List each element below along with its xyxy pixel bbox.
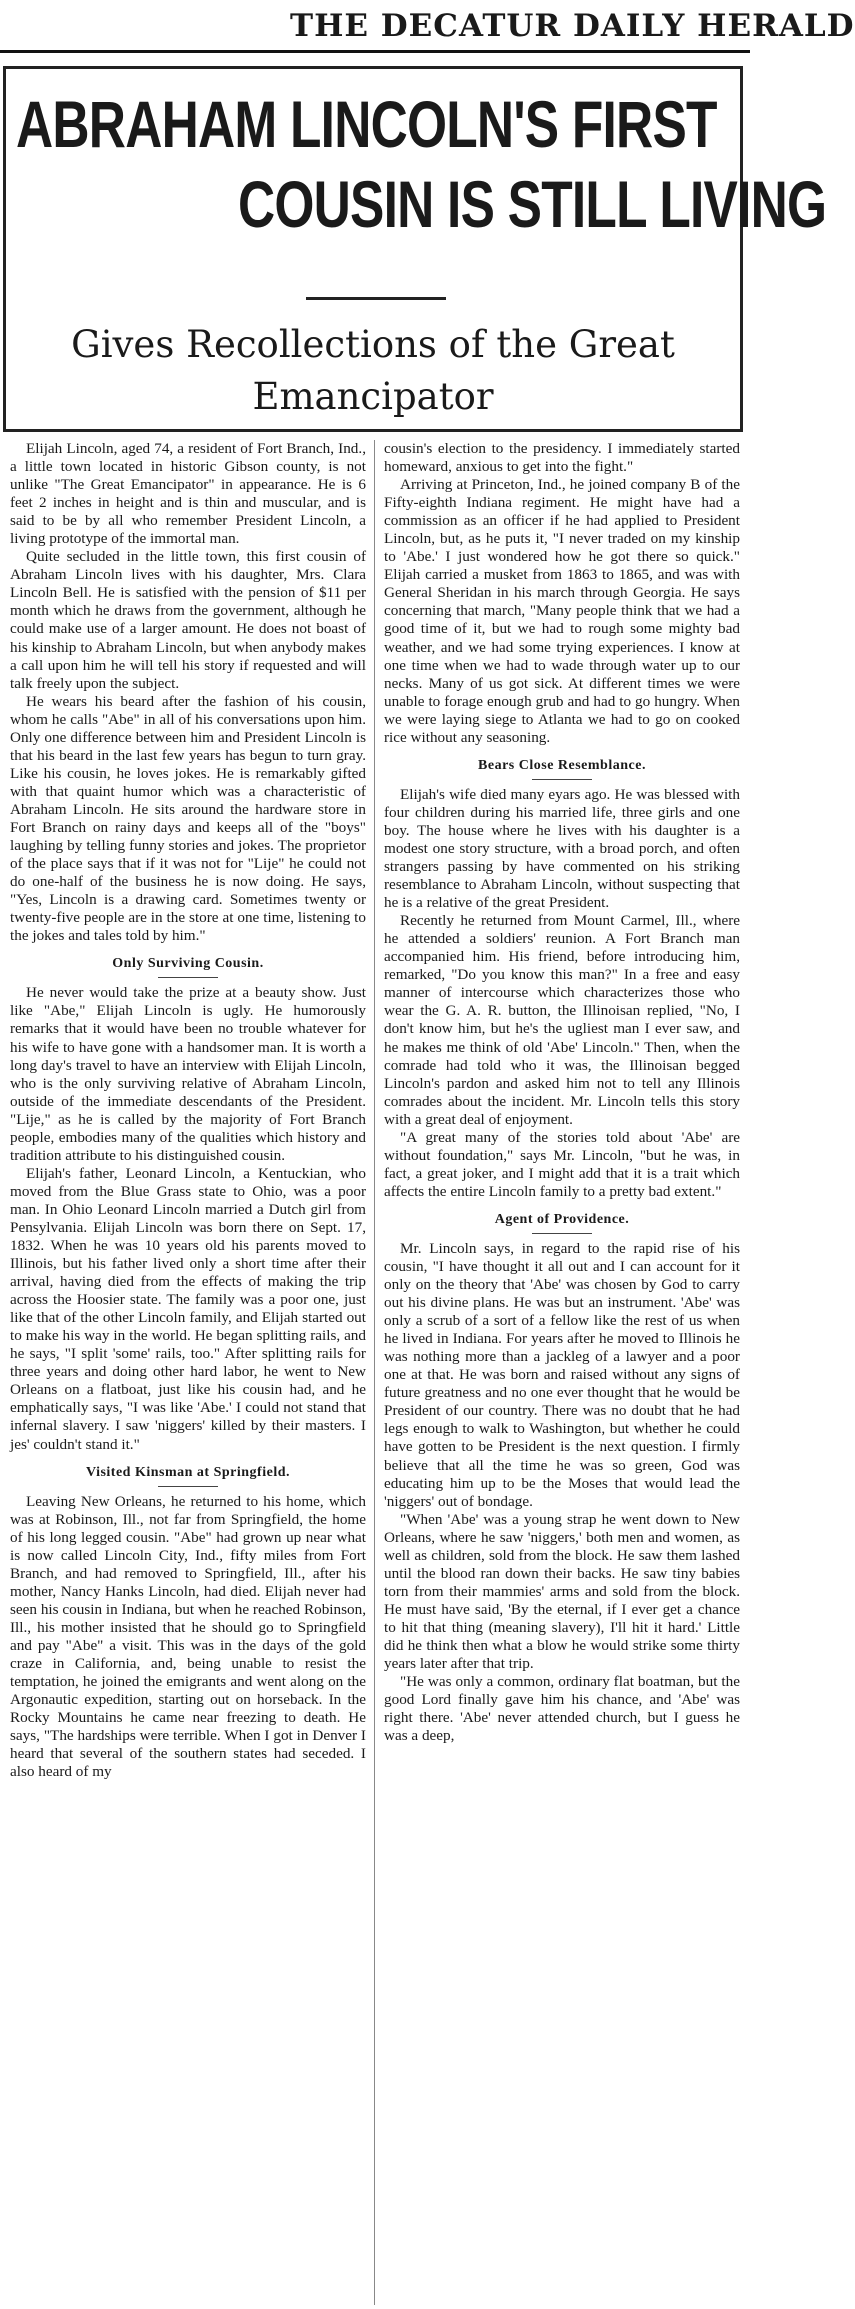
subheading: Visited Kinsman at Springfield.	[85, 1464, 290, 1480]
paragraph: Elijah's father, Leonard Lincoln, a Kentuckian, who moved from the Blue Grass state to Ohio, was a poor man. In Ohio Leonard Lincoln married a Dutch girl from Pensylvania. Elijah Lincoln was born there on Sept. 17, 1832. When he was 10 years old his parents moved to Illinois, but his father lived only a short time after their arrival, having died from the effects of making the trip across the Hoosier state. The family was a poor one, just like that of the other Lincoln family, and Elijah started out to make his way in the world. He began splitting rails, and he says, "I split 'some' rails, too." After splitting rails for three years and doing other hard labor, he went to New Orleans on a flatboat, just like his cousin had, and he emphatically says, "I was like 'Abe.' I could not stand that infernal slavery. I saw 'niggers' killed by their masters. I jes' couldn't stand it."	[10, 1164, 366, 1453]
subheading-rule	[532, 779, 592, 780]
subheading: Bears Close Resemblance.	[478, 757, 646, 773]
headline-box	[3, 66, 827, 432]
paragraph: Leaving New Orleans, he returned to his home, which was at Robinson, Ill., not far from Springfield, the home of his long legged cousin. "Abe" had grown up near what is now called Lincoln City, Ind., fifty miles from Fort Branch, and had removed to Springfield, Ill., after his mother, Nancy Hanks Lincoln, had died. Elijah never had seen his cousin in Indiana, but when he reached Robinson, Ill., his mother insisted that he should go to Springfield and pay "Abe" a visit. This was in the days of the gold craze in California, and, being unable to resist the temptation, he joined the emigrants and went along on the Argonautic expedition, starting out on horseback. In the Rocky Mountains he came near freezing to death. He says, "The hardships were terrible. When I got in Denver I heard that several of the southern states had seceded. I also heard of my	[10, 1492, 366, 1781]
headline-line-1: ABRAHAM LINCOLN'S FIRST	[16, 87, 717, 161]
headline-deck: Gives Recollections of the Great Emancipator	[71, 323, 675, 418]
subheading-rule	[532, 1233, 592, 1234]
headline-line-2: COUSIN IS STILL LIVING	[238, 167, 827, 241]
paragraph: cousin's election to the presidency. I immediately started homeward, anxious to get into the fight."	[384, 440, 740, 476]
masthead: THE DECATUR DAILY HERALD	[290, 8, 855, 44]
headline-divider	[306, 297, 446, 300]
paragraph: Elijah's wife died many eyars ago. He was blessed with four children during his married life, three girls and one boy. The house where he lives with his daughter is a modest one story structure, with a broad porch, and often strangers passing by have commented on his striking resemblance to Abraham Lincoln, without suspecting that he is a relative of the great President.	[384, 785, 740, 912]
subheading-rule	[158, 1486, 218, 1487]
paragraph: "When 'Abe' was a young strap he went down to New Orleans, where he saw 'niggers,' both men and women, as well as children, sold from the block. He saw them lashed until the blood ran down their backs. He saw tiny babies torn from their mammies' arms and sold from the block. He must have said, 'By the eternal, if I ever get a chance to hit that thing (meaning slavery), I'll hit it hard.' Little did he think then what a blow he would strike some thirty years later after that trip.	[384, 1510, 740, 1673]
left-column	[10, 440, 366, 2305]
paragraph: Elijah Lincoln, aged 74, a resident of Fort Branch, Ind., a little town located in historic Gibson county, is not unlike "The Great Emancipator" in appearance. He is 6 feet 2 inches in height and is thin and muscular, and is said to be by all who remember President Lincoln, a living prototype of the immortal man.	[10, 440, 366, 548]
paragraph: "A great many of the stories told about 'Abe' are without foundation," says Mr. Lincoln, "but he was, in fact, a great joker, and I might add that it is a trait which affects the entire Lincoln family to a pretty bad extent."	[384, 1128, 740, 1200]
paragraph: He never would take the prize at a beauty show. Just like "Abe," Elijah Lincoln is ugly. He humorously remarks that it would have been no trouble whatever for his wife to have gone with a handsomer man. It is worth a long day's travel to have an interview with Elijah Lincoln, who is the only surviving relative of Abraham Lincoln, outside of the immediate descendants of the President. "Lije," as he is called by the majority of Fort Branch people, embodies many of the qualities which history and tradition attribute to his distinguished cousin.	[10, 984, 366, 1164]
paragraph: Arriving at Princeton, Ind., he joined company B of the Fifty-eighth Indiana regiment. He might have had a commission as an officer if he had applied to President Lincoln, but, as he puts it, "I never traded on my kinship to 'Abe.' I just wondered how he got there so quick." Elijah carried a musket from 1863 to 1865, and was with General Sheridan in his march through Georgia. He says concerning that march, "Many people think that we had a good time of it, but we had to rough some mighty bad weather, and we had some trying experiences. I know at one time when we had to wade through water up to our necks. Many of us got sick. At different times we were unable to forage enough grub and had to go hungry. When we were laying siege to Atlanta we had to go on cooked rice without any seasoning.	[384, 476, 740, 746]
paragraph: Quite secluded in the little town, this first cousin of Abraham Lincoln lives with his daughter, Mrs. Clara Lincoln Bell. He is satisfied with the pension of $11 per month which he draws from the government, although he could make use of a larger amount. He does not boast of his kinship to Abraham Lincoln, but when anybody makes a call upon him he will tell his story if requested and will talk freely upon the subject.	[10, 548, 366, 692]
paragraph: He wears his beard after the fashion of his cousin, whom he calls "Abe" in all of his conversations upon him. Only one difference between him and President Lincoln is that his beard in the last few years has begun to turn gray. Like his cousin, he loves jokes. He is remarkably gifted with that quaint humor which was a characteristic of Abraham Lincoln. He sits around the hardware store in Fort Branch on rainy days and keeps all of the "boys" laughing by telling funny stories and jokes. The proprietor of the place says that if it was not for "Lije" he could not do one-half of the business he is now doing. He says, "Yes, Lincoln is a drawing card. Sometimes twenty or twenty-five people are in the store at one time, listening to the jokes and tales told by him."	[10, 692, 366, 945]
paragraph: "He was only a common, ordinary flat boatman, but the good Lord finally gave him his chance, and 'Abe' was right there. 'Abe' never attended church, but I guess he was a deep,	[384, 1673, 740, 1745]
masthead-rule	[0, 50, 750, 53]
subheading-rule	[158, 977, 218, 978]
right-column	[384, 440, 740, 2305]
subheading: Only Surviving Cousin.	[112, 956, 264, 972]
paragraph: Recently he returned from Mount Carmel, Ill., where he attended a soldiers' reunion. A Fort Branch man accompanied him. His friend, before introducing him, remarked, "Do you know this man?" In a free and easy manner of intercourse which characterizes those who wear the G. A. R. button, the Illinoisan replied, "No, I don't know him, but he's the ugliest man I ever saw, and he makes me think of old 'Abe' Lincoln." Then, when the comrade had told who it was, the Illinoisan begged Lincoln's pardon and asked him not to tell any Illinois comrades about the incident. Mr. Lincoln tells this story with a great deal of enjoyment.	[384, 912, 740, 1128]
column-divider	[374, 440, 375, 2305]
paragraph: Mr. Lincoln says, in regard to the rapid rise of his cousin, "I have thought it all out and I can account for it only on the theory that 'Abe' was chosen by God to carry out his divine plans. He was but an instrument. 'Abe' was only a scrub of a sort of a fellow like the rest of us when he lived in Indiana. For years after he moved to Illinois he was nothing more than a jackleg of a lawyer and a poor one at that. He was born and raised without any signs of future greatness and no one ever thought that he would be President of our country. There was no doubt that he had legs enough to walk to Washington, but whether he could have gotten to be President is the next question. I firmly believe that all the time he was so green, God was educating him up to be the Moses that would lead the 'niggers' out of bondage.	[384, 1239, 740, 1510]
subheading: Agent of Providence.	[494, 1211, 630, 1227]
